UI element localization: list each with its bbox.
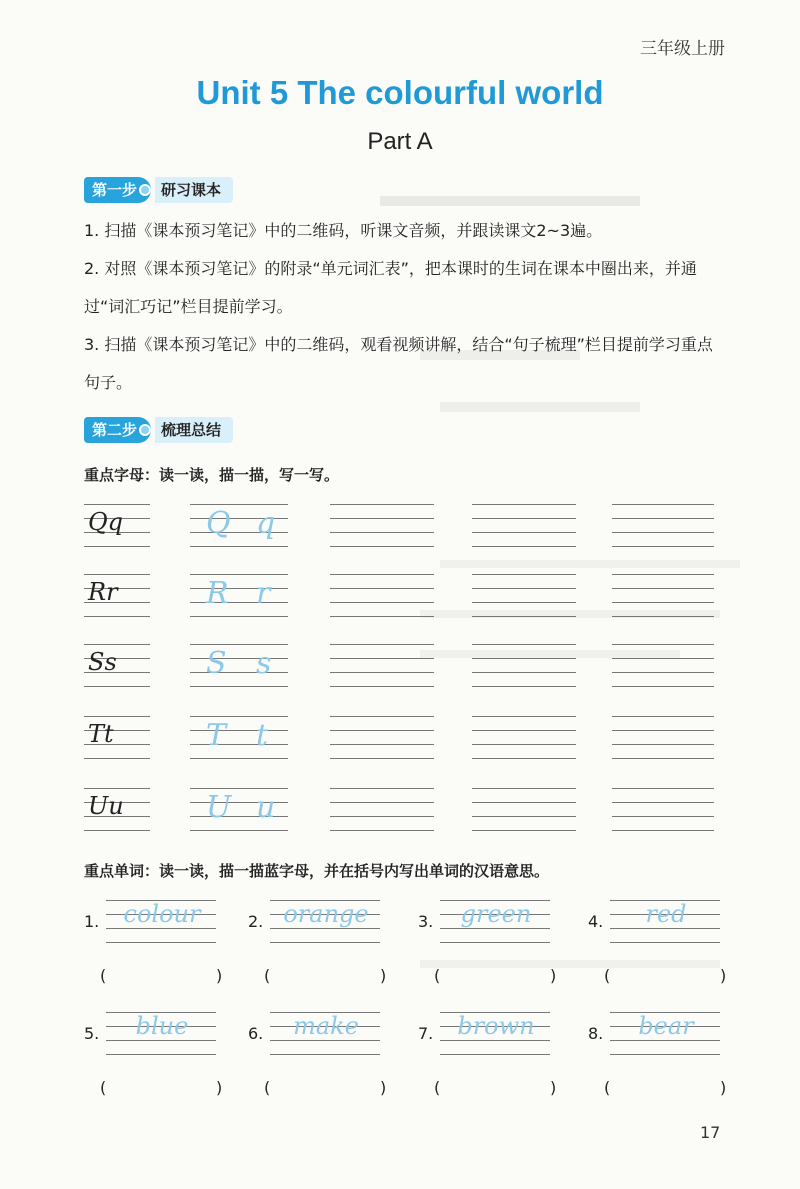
page-number: 17 [700, 1123, 721, 1142]
paren-open: ( [100, 966, 107, 985]
paren-close: ) [550, 966, 557, 985]
trace-word: blue [135, 1012, 189, 1040]
word-number: 6. [248, 1024, 264, 1043]
sample-lines [84, 572, 150, 622]
letter-row [84, 786, 724, 836]
writing-lines[interactable] [612, 642, 714, 692]
meaning-answer-blank[interactable] [114, 1078, 214, 1098]
writing-lines[interactable] [612, 786, 714, 836]
trace-word: green [460, 900, 532, 928]
word-item [588, 1010, 724, 1060]
step1-tag: 第一步 [84, 177, 151, 203]
word-item [248, 1010, 384, 1060]
step1-item-3: 3. 扫描《课本预习笔记》中的二维码，观看视频讲解，结合“句子梳理”栏目提前学习重点句子。 [84, 335, 713, 392]
paren-open: ( [100, 1078, 107, 1097]
paren-open: ( [264, 1078, 271, 1097]
step1-item-2: 2. 对照《课本预习笔记》的附录“单元词汇表”，把本课时的生词在课本中圈出来，并通过“词汇巧记”栏目提前学习。 [84, 259, 697, 316]
meaning-answer-blank[interactable] [618, 1078, 718, 1098]
writing-lines[interactable] [472, 502, 576, 552]
part-title: Part A [367, 128, 433, 155]
writing-lines[interactable] [612, 502, 714, 552]
grade-label: 三年级上册 [640, 39, 725, 59]
bullet-dot-icon [139, 184, 151, 196]
writing-lines[interactable] [612, 714, 714, 764]
words-instruction: 重点单词：读一读，描一描蓝字母，并在括号内写出单词的汉语意思。 [84, 862, 550, 880]
word-number: 5. [84, 1024, 100, 1043]
trace-letter-upper: T [206, 718, 227, 753]
trace-letter-upper: Q [206, 506, 231, 541]
paren-close: ) [380, 966, 387, 985]
bullet-dot-icon [139, 424, 151, 436]
paren-open: ( [604, 1078, 611, 1097]
trace-lines [190, 714, 288, 764]
trace-lines [190, 572, 288, 622]
trace-lines [190, 642, 288, 692]
paren-close: ) [216, 966, 223, 985]
word-item [84, 1010, 220, 1060]
letter-row [84, 714, 724, 764]
trace-letter-lower: t [256, 718, 269, 753]
word-item [588, 898, 724, 948]
word-item [248, 898, 384, 948]
paren-close: ) [720, 966, 727, 985]
trace-letter-lower: r [256, 576, 271, 611]
step1-header [84, 176, 233, 204]
trace-letter-lower: s [256, 646, 272, 681]
writing-lines[interactable] [612, 572, 714, 622]
writing-lines[interactable] [330, 502, 434, 552]
paren-open: ( [434, 966, 441, 985]
trace-word: bear [638, 1012, 694, 1040]
letters-instruction: 重点字母：读一读，描一描，写一写。 [84, 466, 340, 484]
sample-letter: Qq [88, 508, 124, 536]
paren-open: ( [604, 966, 611, 985]
writing-lines[interactable] [330, 786, 434, 836]
meaning-answer-blank[interactable] [448, 1078, 548, 1098]
paren-close: ) [216, 1078, 223, 1097]
trace-word: colour [123, 900, 201, 928]
word-number: 1. [84, 912, 100, 931]
paren-open: ( [434, 1078, 441, 1097]
letter-row [84, 502, 724, 552]
writing-lines[interactable] [330, 714, 434, 764]
paren-close: ) [550, 1078, 557, 1097]
trace-word: red [645, 900, 687, 928]
writing-lines[interactable] [472, 786, 576, 836]
unit-title: Unit 5 The colourful world [196, 74, 604, 111]
sample-letter: Uu [88, 792, 124, 820]
trace-letter-lower: u [256, 790, 276, 825]
trace-letter-lower: q [256, 506, 276, 541]
writing-lines[interactable] [330, 642, 434, 692]
letter-row [84, 572, 724, 622]
step1-label: 研习课本 [155, 177, 233, 203]
step2-tag: 第二步 [84, 417, 151, 443]
trace-word: brown [457, 1012, 535, 1040]
sample-letter: Ss [88, 648, 117, 676]
word-number: 8. [588, 1024, 604, 1043]
trace-letter-upper: S [206, 646, 227, 681]
trace-word: orange [283, 900, 369, 928]
writing-lines[interactable] [330, 572, 434, 622]
trace-letter-upper: R [206, 576, 229, 611]
meaning-answer-blank[interactable] [114, 966, 214, 986]
word-number: 4. [588, 912, 604, 931]
paren-close: ) [720, 1078, 727, 1097]
step2-header [84, 416, 233, 444]
letter-row [84, 642, 724, 692]
word-number: 7. [418, 1024, 434, 1043]
word-item [418, 1010, 554, 1060]
step2-label: 梳理总结 [155, 417, 233, 443]
word-number: 2. [248, 912, 264, 931]
sample-lines [84, 786, 150, 836]
sample-lines [84, 714, 150, 764]
meaning-answer-blank[interactable] [278, 1078, 378, 1098]
word-item [418, 898, 554, 948]
paren-open: ( [264, 966, 271, 985]
meaning-answer-blank[interactable] [278, 966, 378, 986]
trace-lines [190, 502, 288, 552]
writing-lines[interactable] [472, 714, 576, 764]
meaning-answer-blank[interactable] [618, 966, 718, 986]
trace-letter-upper: U [206, 790, 232, 825]
sample-lines [84, 642, 150, 692]
word-item [84, 898, 220, 948]
paren-close: ) [380, 1078, 387, 1097]
trace-word: make [293, 1012, 359, 1040]
word-number: 3. [418, 912, 434, 931]
writing-lines[interactable] [472, 572, 576, 622]
trace-lines [190, 786, 288, 836]
meaning-answer-blank[interactable] [448, 966, 548, 986]
sample-letter: Tt [88, 720, 114, 748]
sample-letter: Rr [88, 578, 118, 606]
writing-lines[interactable] [472, 642, 576, 692]
step1-item-1: 1. 扫描《课本预习笔记》中的二维码，听课文音频，并跟读课文2~3遍。 [84, 221, 603, 240]
sample-lines [84, 502, 150, 552]
